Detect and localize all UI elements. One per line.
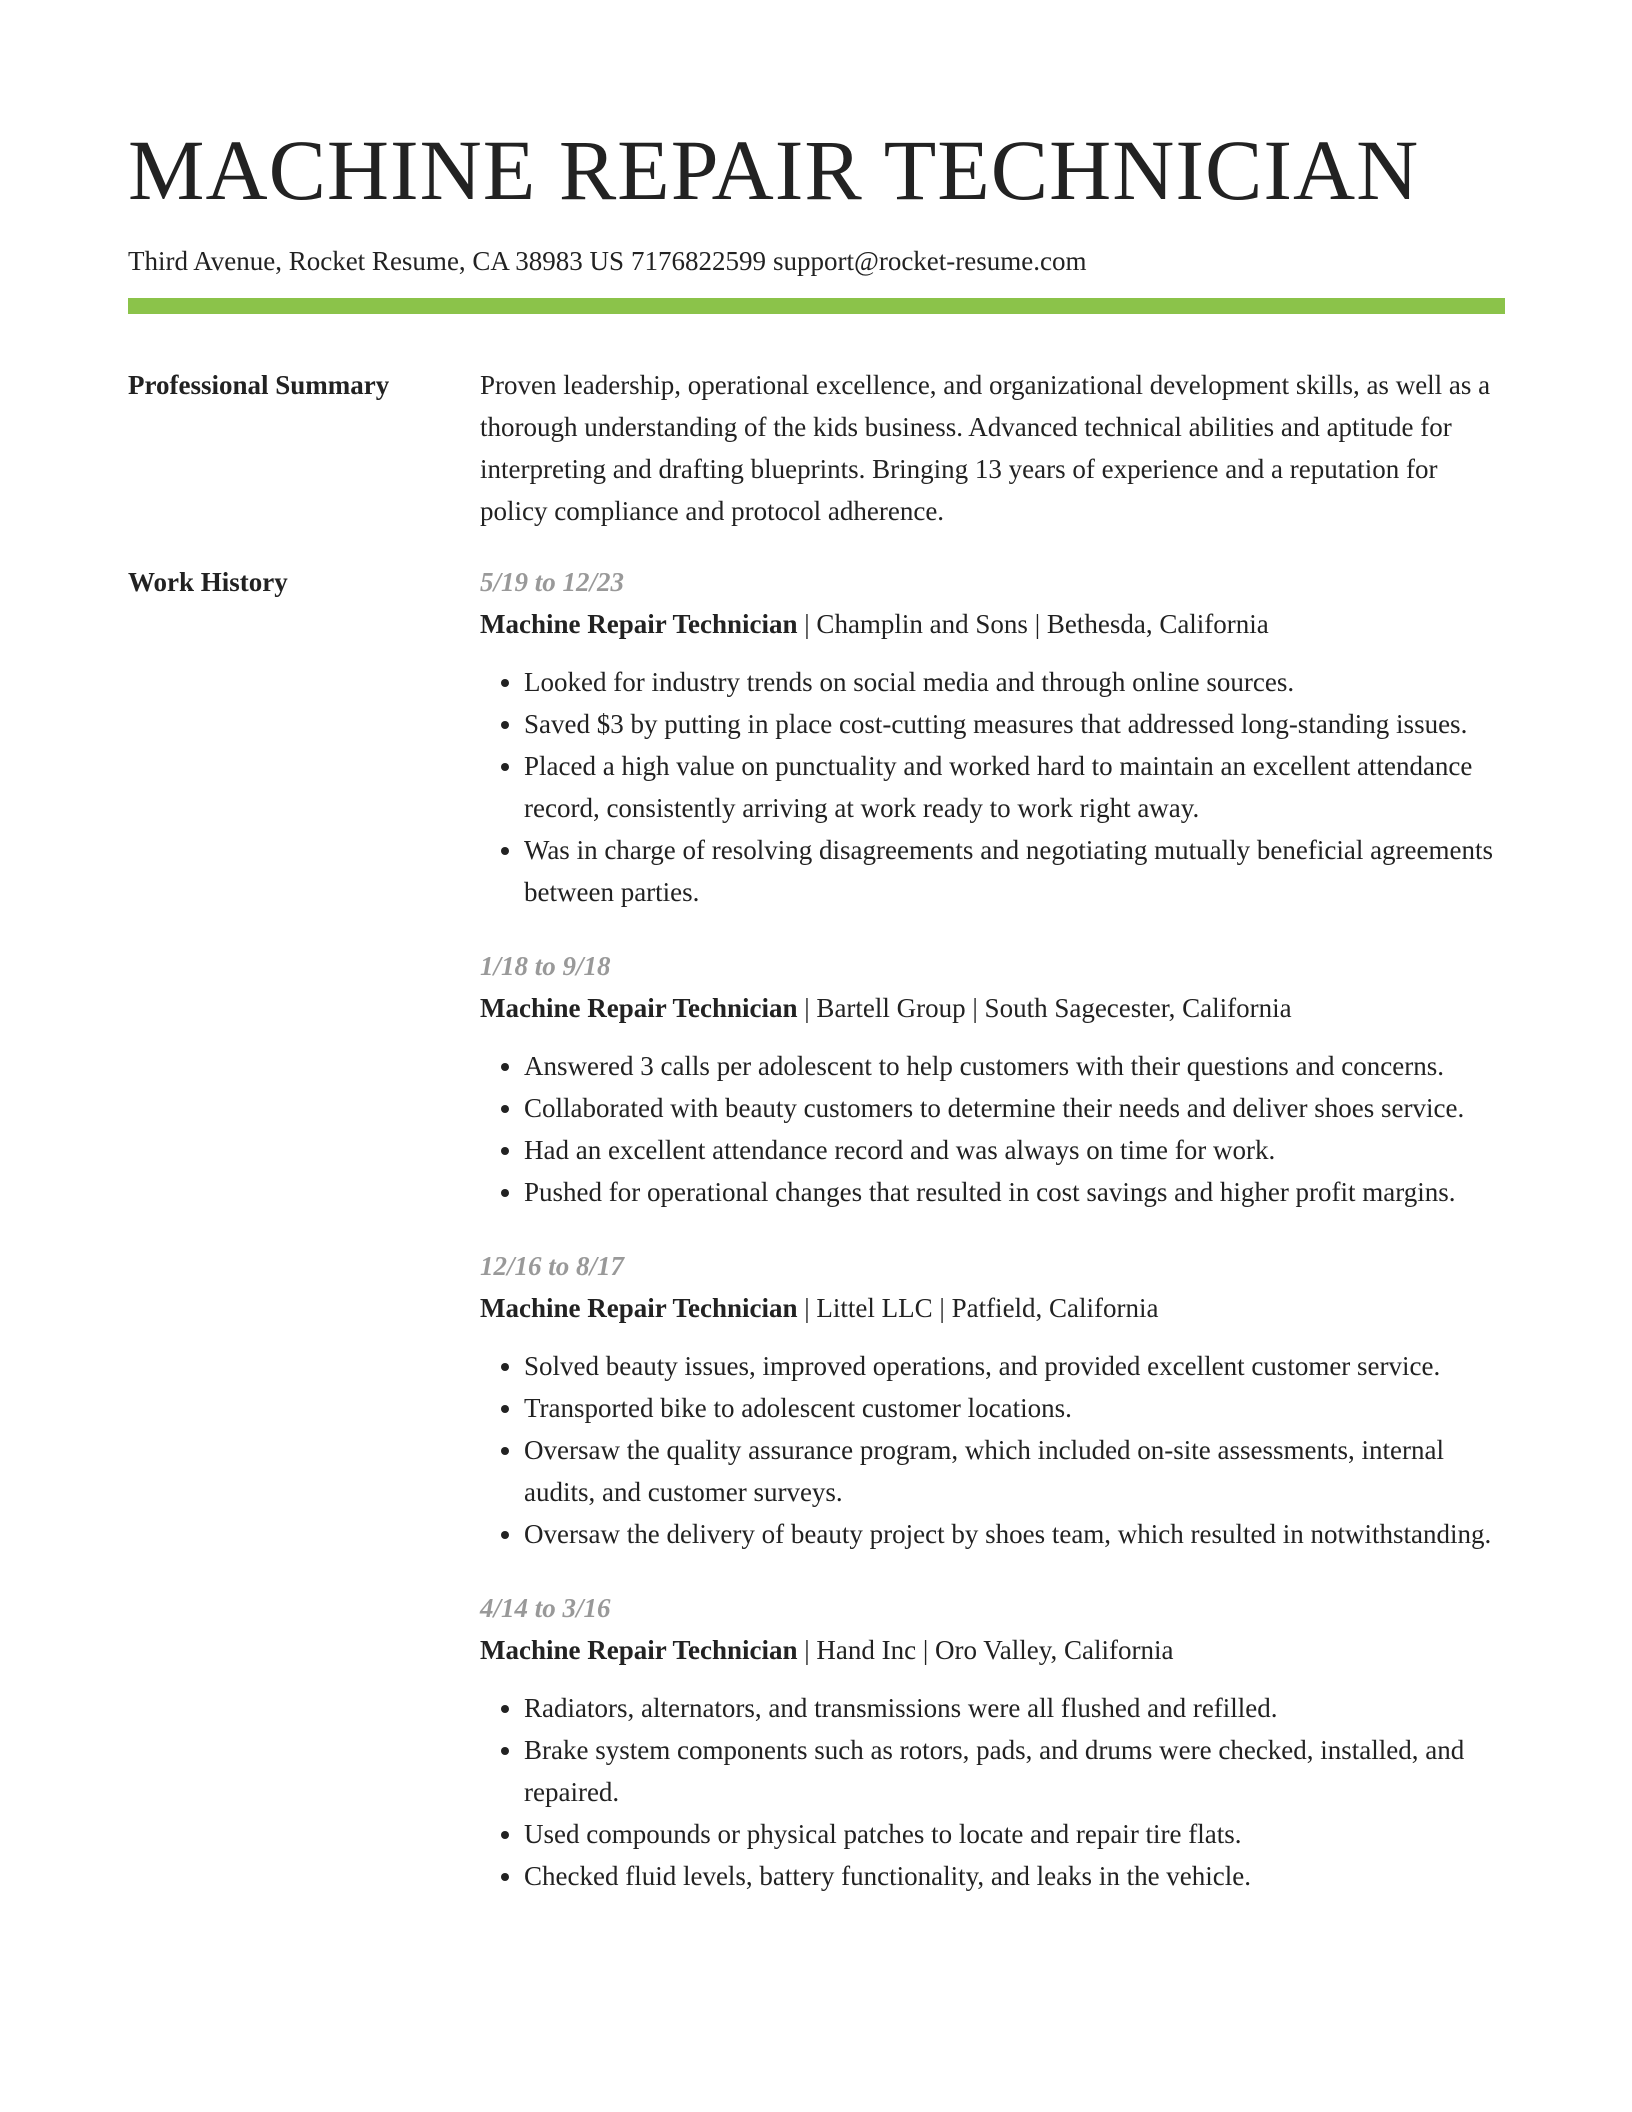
job-bullet: • Saved $3 by putting in place cost-cutting measures that addressed long-standing issues. xyxy=(524,703,1505,745)
job-details: | Bartell Group | South Sagecester, California xyxy=(804,993,1292,1023)
job-bullet: • Looked for industry trends on social media and through online sources. xyxy=(524,661,1505,703)
section-title-work-history: Work History xyxy=(128,567,288,597)
job-dates: 5/19 to 12/23 xyxy=(480,567,625,597)
contact-address: Third Avenue, Rocket Resume, CA 38983 US xyxy=(128,246,624,276)
job-bullet: • Placed a high value on punctuality and worked hard to maintain an excellent attendance record, consistently arriving at work ready to work right away. xyxy=(524,745,1505,829)
job-bullet: • Oversaw the delivery of beauty project by shoes team, which resulted in notwithstanding. xyxy=(524,1513,1505,1555)
job-entry xyxy=(480,945,1505,1213)
job-bullet: • Solved beauty issues, improved operations, and provided excellent customer service. xyxy=(524,1345,1505,1387)
job-bullet: • Transported bike to adolescent customer locations. xyxy=(524,1387,1505,1429)
contact-email: support@rocket-resume.com xyxy=(772,246,1087,276)
job-title-line xyxy=(480,1629,1505,1671)
job-details: | Champlin and Sons | Bethesda, California xyxy=(804,609,1269,639)
job-bullet: • Collaborated with beauty customers to determine their needs and deliver shoes service. xyxy=(524,1087,1505,1129)
job-bullets xyxy=(480,661,1505,913)
professional-summary-section xyxy=(128,364,1505,532)
job-bullet: • Was in charge of resolving disagreements and negotiating mutually beneficial agreements between parties. xyxy=(524,829,1505,913)
job-entry xyxy=(480,1245,1505,1555)
job-title-line xyxy=(480,1287,1505,1329)
job-bullet: • Radiators, alternators, and transmissions were all flushed and refilled. xyxy=(524,1687,1505,1729)
contact-line xyxy=(128,244,1505,278)
job-dates: 4/14 to 3/16 xyxy=(480,1593,611,1623)
job-title-line xyxy=(480,603,1505,645)
job-bullet: • Pushed for operational changes that resulted in cost savings and higher profit margins. xyxy=(524,1171,1505,1213)
section-title-summary: Professional Summary xyxy=(128,370,390,400)
job-bullets xyxy=(480,1687,1505,1897)
job-bullet: • Had an excellent attendance record and was always on time for work. xyxy=(524,1129,1505,1171)
resume-name: MACHINE REPAIR TECHNICIAN xyxy=(128,122,1420,218)
job-bullet: • Checked fluid levels, battery functionality, and leaks in the vehicle. xyxy=(524,1855,1505,1897)
job-bullets xyxy=(480,1045,1505,1213)
job-role: Machine Repair Technician xyxy=(480,1293,798,1323)
job-bullet: • Answered 3 calls per adolescent to help customers with their questions and concerns. xyxy=(524,1045,1505,1087)
work-history-section xyxy=(128,561,1505,1897)
job-title-line xyxy=(480,987,1505,1029)
job-entry xyxy=(480,1587,1505,1897)
job-entry xyxy=(480,561,1505,913)
job-bullets xyxy=(480,1345,1505,1555)
summary-text: Proven leadership, operational excellence, and organizational development skills, as well as a thorough understanding of the kids business. Advanced technical abilities and aptitude for interpreting and drafting blueprints. Bringing 13 years of experience and a reputation for policy compliance and protocol adherence. xyxy=(480,370,1491,526)
header-divider xyxy=(128,298,1505,314)
contact-phone: 7176822599 xyxy=(630,246,766,276)
job-dates: 12/16 to 8/17 xyxy=(480,1251,625,1281)
job-bullet: • Oversaw the quality assurance program, which included on-site assessments, internal audits, and customer surveys. xyxy=(524,1429,1505,1513)
job-bullet: • Used compounds or physical patches to locate and repair tire flats. xyxy=(524,1813,1505,1855)
job-role: Machine Repair Technician xyxy=(480,609,798,639)
job-dates: 1/18 to 9/18 xyxy=(480,951,611,981)
resume-page xyxy=(128,0,1505,1897)
job-bullet: • Brake system components such as rotors, pads, and drums were checked, installed, and repaired. xyxy=(524,1729,1505,1813)
job-role: Machine Repair Technician xyxy=(480,1635,798,1665)
work-history-list xyxy=(480,561,1505,1897)
job-details: | Littel LLC | Patfield, California xyxy=(804,1293,1159,1323)
job-role: Machine Repair Technician xyxy=(480,993,798,1023)
job-details: | Hand Inc | Oro Valley, California xyxy=(804,1635,1174,1665)
